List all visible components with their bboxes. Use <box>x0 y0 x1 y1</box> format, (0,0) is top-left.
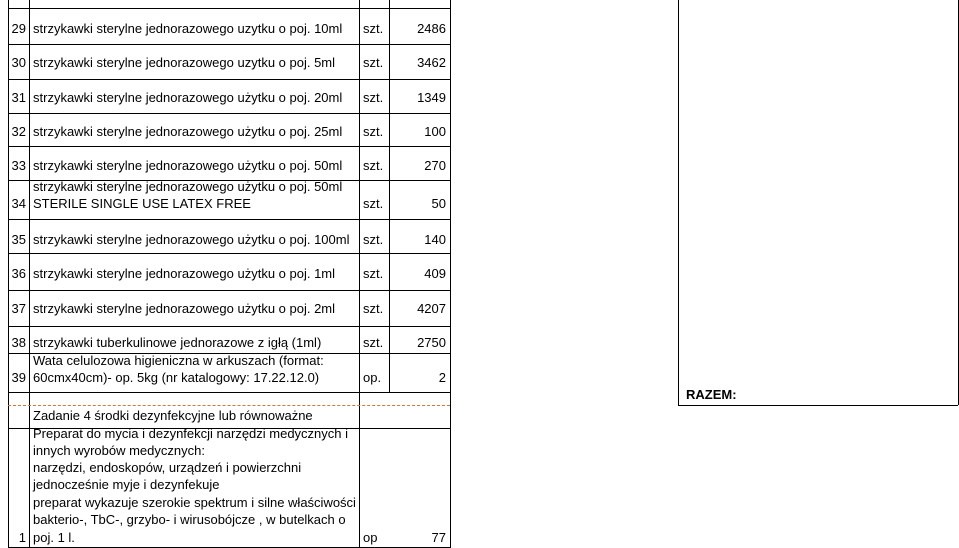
row-unit: op <box>363 530 378 545</box>
row-number: 39 <box>11 370 26 385</box>
col-border <box>678 0 679 405</box>
row-unit: szt. <box>363 335 384 350</box>
row-number: 32 <box>11 124 26 139</box>
row-quantity: 77 <box>431 530 446 545</box>
row-unit: szt. <box>363 301 384 316</box>
row-description: strzykawki sterylne jednorazowego uzytku o poj. 5ml <box>33 55 336 70</box>
row-unit: szt. <box>363 158 384 173</box>
row-quantity: 3462 <box>417 55 446 70</box>
row-description: strzykawki sterylne jednorazowego uzytku o poj. 10ml <box>33 21 343 36</box>
row-unit: szt. <box>363 90 384 105</box>
row-border <box>8 219 450 220</box>
row-border <box>8 290 450 291</box>
total-label: RAZEM: <box>686 387 737 402</box>
row-description-line: narzędzi, endoskopów, urządzeń i powierzchni <box>33 460 302 475</box>
row-border <box>8 113 450 114</box>
row-description: strzykawki sterylne jednorazowego użytku o poj. 20ml <box>33 90 343 105</box>
row-quantity: 1349 <box>417 90 446 105</box>
row-description: strzykawki tuberkulinowe jednorazowe z igłą (1ml) <box>33 335 322 350</box>
row-quantity: 2486 <box>417 21 446 36</box>
col-border <box>450 0 451 548</box>
row-quantity: 409 <box>424 266 446 281</box>
row-description-line: jednocześnie myje i dezynfekuje <box>33 477 220 492</box>
col-border <box>29 0 30 548</box>
row-border <box>8 146 450 147</box>
row-description-line: Preparat do mycia i dezynfekcji narzędzi medycznych i <box>33 426 349 441</box>
row-quantity: 2750 <box>417 335 446 350</box>
row-number: 33 <box>11 158 26 173</box>
row-quantity: 50 <box>431 196 446 211</box>
row-description-line: poj. 1 l. <box>33 530 75 545</box>
row-quantity: 2 <box>438 370 446 385</box>
row-number: 35 <box>11 232 26 247</box>
row-border <box>8 79 450 80</box>
row-description: strzykawki sterylne jednorazowego użytku o poj. 50ml <box>33 158 343 173</box>
row-description-line: bakterio-, TbC-, grzybo- i wirusobójcze , w butelkach o <box>33 512 346 527</box>
row-number: 37 <box>11 301 26 316</box>
row-number: 31 <box>11 90 26 105</box>
row-description: strzykawki sterylne jednorazowego użytku o poj. 2ml <box>33 301 336 316</box>
row-unit: szt. <box>363 266 384 281</box>
row-border <box>678 405 958 406</box>
row-border <box>8 253 450 254</box>
row-unit: szt. <box>363 232 384 247</box>
row-description-line: preparat wykazuje szerokie spektrum i silne właściwości <box>33 495 356 510</box>
row-quantity: 270 <box>424 158 446 173</box>
row-description-line1: Wata celulozowa higieniczna w arkuszach (format: <box>33 353 324 368</box>
row-quantity: 140 <box>424 232 446 247</box>
row-border <box>8 326 450 327</box>
row-unit: szt. <box>363 55 384 70</box>
row-quantity: 100 <box>424 124 446 139</box>
row-number: 29 <box>11 21 26 36</box>
row-description: strzykawki sterylne jednorazowego użytku o poj. 25ml <box>33 124 343 139</box>
row-description-line1: strzykawki sterylne jednorazowego użytku o poj. 50ml <box>33 179 343 194</box>
row-description: strzykawki sterylne jednorazowego użytku o poj. 100ml <box>33 232 350 247</box>
row-number: 30 <box>11 55 26 70</box>
row-border <box>8 392 450 393</box>
col-border <box>359 0 360 548</box>
row-number: 38 <box>11 335 26 350</box>
row-description: strzykawki sterylne jednorazowego użytku o poj. 1ml <box>33 266 336 281</box>
row-unit: szt. <box>363 196 384 211</box>
row-border <box>8 8 450 9</box>
row-unit: szt. <box>363 21 384 36</box>
row-unit: szt. <box>363 124 384 139</box>
row-quantity: 4207 <box>417 301 446 316</box>
row-description-line2: STERILE SINGLE USE LATEX FREE <box>33 196 251 211</box>
row-number: 34 <box>11 196 26 211</box>
row-number: 1 <box>18 530 26 545</box>
section-title: Zadanie 4 środki dezynfekcyjne lub równoważne <box>33 408 313 423</box>
row-unit: op. <box>363 370 382 385</box>
section-divider <box>8 405 450 406</box>
row-border <box>8 44 450 45</box>
row-number: 36 <box>11 266 26 281</box>
row-description-line2: 60cmx40cm)- op. 5kg (nr katalogowy: 17.22.12.0) <box>33 370 320 385</box>
row-description-line: innych wyrobów medycznych: <box>33 443 205 458</box>
